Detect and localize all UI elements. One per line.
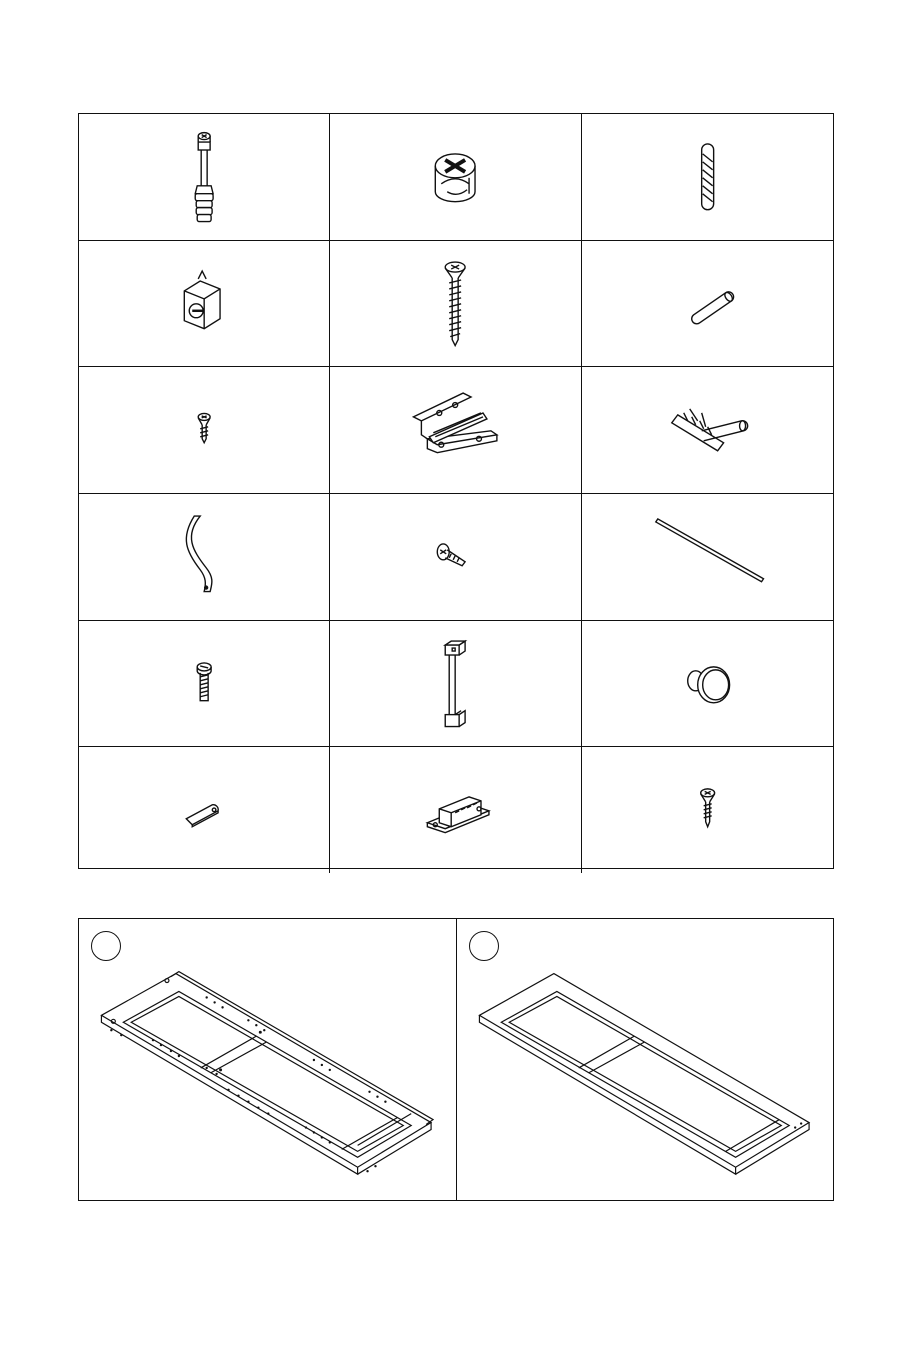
- rod-icon: [582, 494, 833, 620]
- handle-icon: [330, 621, 580, 747]
- knob-icon: [582, 621, 833, 747]
- panel-view-step-b: [456, 919, 834, 1200]
- magnetic-catch-icon: [330, 747, 580, 873]
- short-screw-icon: [582, 747, 833, 873]
- small-screw-icon: [79, 367, 329, 493]
- part-cell-washer-screw: [330, 494, 581, 621]
- wall-anchor-icon: [582, 367, 833, 493]
- part-cell-hinge: [330, 367, 581, 494]
- part-cell-shelf-support-cam: [79, 241, 330, 368]
- part-cell-cam-bolt: [79, 114, 330, 241]
- panel-plain-icon: [457, 919, 834, 1200]
- cam-bolt-icon: [79, 114, 329, 240]
- washer-screw-icon: [330, 494, 580, 620]
- part-cell-strike-plate: [79, 747, 330, 873]
- part-cell-machine-screw: [79, 621, 330, 748]
- part-cell-wall-anchor: [582, 367, 833, 494]
- part-cell-magnetic-catch: [330, 747, 581, 873]
- panel-views-frame: [78, 918, 834, 1201]
- metal-pin-icon: [582, 241, 833, 367]
- long-screw-icon: [330, 241, 580, 367]
- part-cell-cam-lock: [330, 114, 581, 241]
- part-cell-wood-dowel: [582, 114, 833, 241]
- part-cell-handle: [330, 621, 581, 748]
- machine-screw-icon: [79, 621, 329, 747]
- panel-view-step-a: [79, 919, 456, 1200]
- part-cell-small-screw: [79, 367, 330, 494]
- part-cell-knob: [582, 621, 833, 748]
- wood-dowel-icon: [582, 114, 833, 240]
- shelf-support-cam-icon: [79, 241, 329, 367]
- panel-with-holes-icon: [79, 919, 456, 1200]
- cam-lock-icon: [330, 114, 580, 240]
- part-cell-metal-pin: [582, 241, 833, 368]
- part-cell-long-screw: [330, 241, 581, 368]
- strike-plate-icon: [79, 747, 329, 873]
- part-cell-safety-strap: [79, 494, 330, 621]
- safety-strap-icon: [79, 494, 329, 620]
- hardware-parts-grid: [78, 113, 834, 869]
- part-cell-short-screw: [582, 747, 833, 873]
- hinge-icon: [330, 367, 580, 493]
- part-cell-rod: [582, 494, 833, 621]
